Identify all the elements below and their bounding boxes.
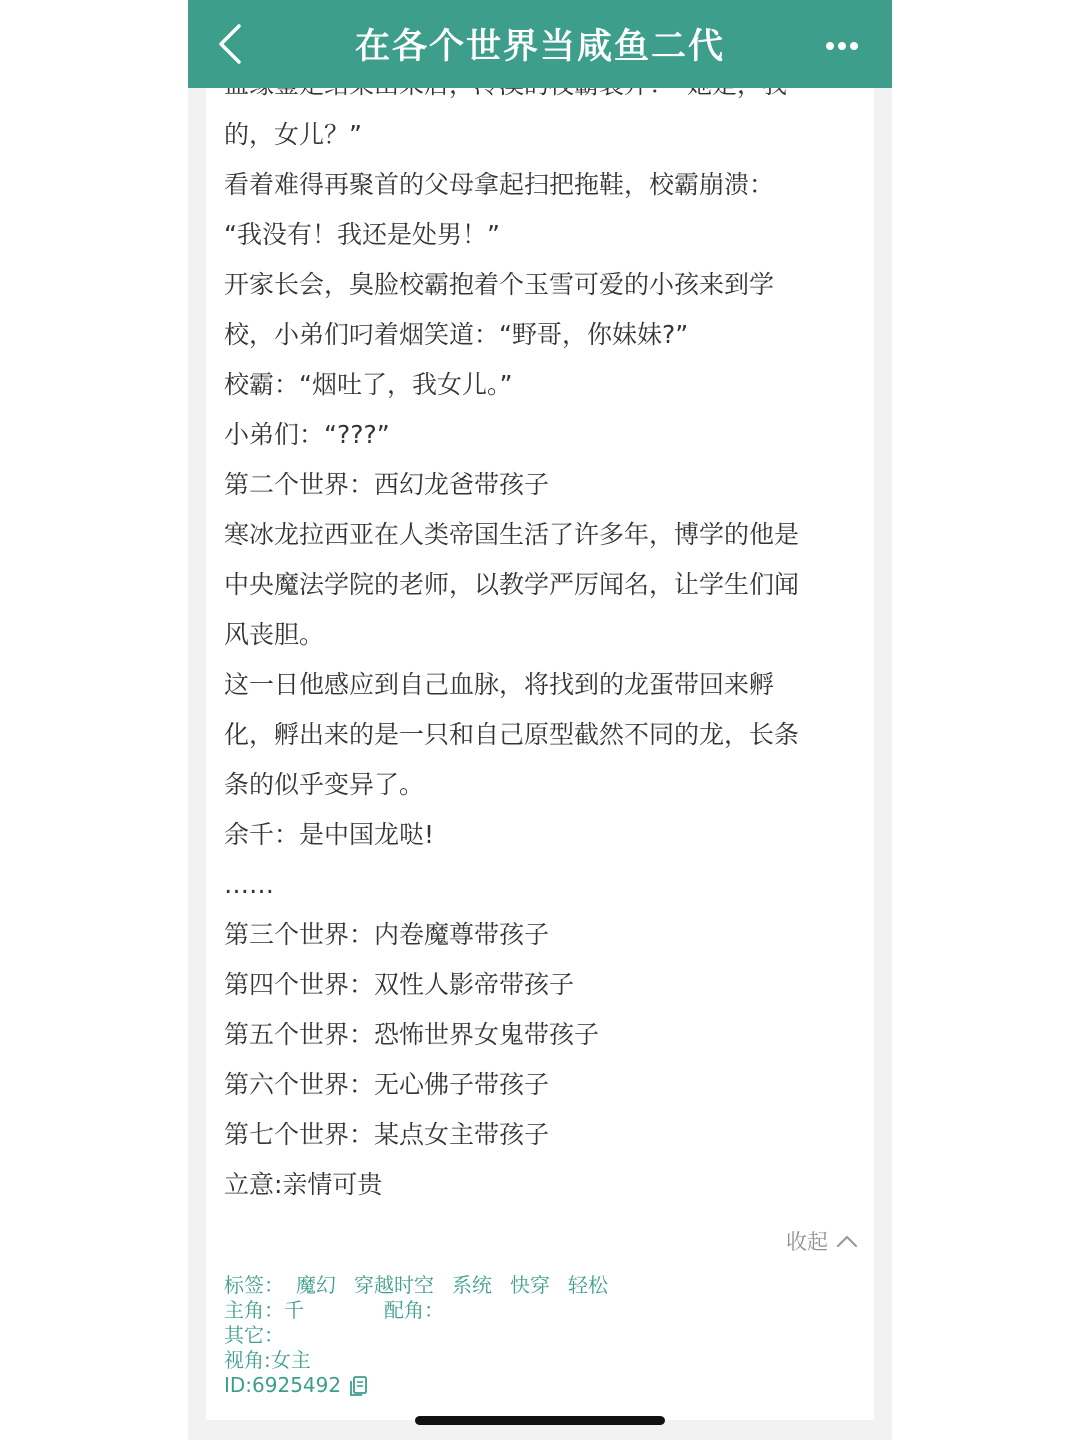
protagonist-value: 千 <box>284 1298 304 1322</box>
book-id: ID:6925492 <box>224 1373 342 1397</box>
protagonist-label: 主角： <box>224 1298 284 1322</box>
synopsis-line: 这一日他感应到自己血脉，将找到的龙蛋带回来孵 <box>224 670 775 699</box>
chevron-up-icon <box>836 1234 858 1248</box>
synopsis-line: 第五个世界：恐怖世界女鬼带孩子 <box>224 1020 600 1049</box>
synopsis-line: 的，女儿？” <box>224 120 362 149</box>
synopsis-line: 第四个世界：双性人影帝带孩子 <box>224 970 575 999</box>
synopsis-line: 小弟们：“???” <box>224 420 390 449</box>
synopsis-line: 校，小弟们叼着烟笑道：“野哥，你妹妹?” <box>224 320 689 349</box>
tags-row <box>224 1273 626 1298</box>
tag-link[interactable]: 快穿 <box>510 1273 550 1297</box>
synopsis-line: 余千：是中国龙哒! <box>224 820 435 849</box>
copy-id-button[interactable] <box>349 1375 369 1397</box>
synopsis-line: …… <box>224 870 274 899</box>
synopsis-line: 看着难得再聚首的父母拿起扫把拖鞋，校霸崩溃： <box>224 170 775 199</box>
synopsis-line: 条的似乎变异了。 <box>224 770 425 799</box>
supporting-label: 配角： <box>384 1298 444 1322</box>
tag-list <box>296 1273 626 1297</box>
tags-label: 标签： <box>224 1273 284 1297</box>
page-title: 在各个世界当咸鱼二代 <box>354 27 725 67</box>
other-row <box>224 1323 626 1348</box>
tag-link[interactable]: 穿越时空 <box>354 1273 434 1297</box>
book-meta <box>224 1273 626 1398</box>
roles-row <box>224 1298 626 1323</box>
synopsis-text <box>224 60 864 1210</box>
more-button[interactable] <box>812 26 872 66</box>
synopsis-line: 第七个世界：某点女主带孩子 <box>224 1120 550 1149</box>
synopsis-line: 化，孵出来的是一只和自己原型截然不同的龙，长条 <box>224 720 800 749</box>
synopsis-line: 校霸：“烟吐了，我女儿。” <box>224 370 513 399</box>
collapse-button[interactable] <box>786 1226 858 1256</box>
collapse-label: 收起 <box>786 1230 828 1254</box>
synopsis-line: 第二个世界：西幻龙爸带孩子 <box>224 470 550 499</box>
synopsis-line: “我没有！我还是处男！” <box>224 220 500 249</box>
back-button[interactable] <box>204 18 256 70</box>
tag-link[interactable]: 魔幻 <box>296 1273 336 1297</box>
pov-row <box>224 1348 626 1373</box>
top-nav-bar <box>188 0 892 88</box>
synopsis-line: 中央魔法学院的老师，以教学严厉闻名，让学生们闻 <box>224 570 800 599</box>
synopsis-line: 立意:亲情可贵 <box>224 1170 383 1199</box>
synopsis-card <box>206 88 874 1420</box>
home-indicator <box>415 1416 665 1425</box>
synopsis-line: 寒冰龙拉西亚在人类帝国生活了许多年，博学的他是 <box>224 520 800 549</box>
synopsis-line: 第三个世界：内卷魔尊带孩子 <box>224 920 550 949</box>
synopsis-line: 第六个世界：无心佛子带孩子 <box>224 1070 550 1099</box>
tag-link[interactable]: 轻松 <box>568 1273 608 1297</box>
more-dots-icon <box>825 41 859 51</box>
copy-icon <box>349 1375 369 1397</box>
phone-screen <box>188 0 892 1440</box>
pov-value: 视角:女主 <box>224 1348 311 1372</box>
other-label: 其它： <box>224 1323 284 1347</box>
synopsis-line: 开家长会，臭脸校霸抱着个玉雪可爱的小孩来到学 <box>224 270 775 299</box>
id-row <box>224 1373 626 1398</box>
chevron-left-icon <box>215 23 245 65</box>
synopsis-line: 风丧胆。 <box>224 620 325 649</box>
tag-link[interactable]: 系统 <box>452 1273 492 1297</box>
